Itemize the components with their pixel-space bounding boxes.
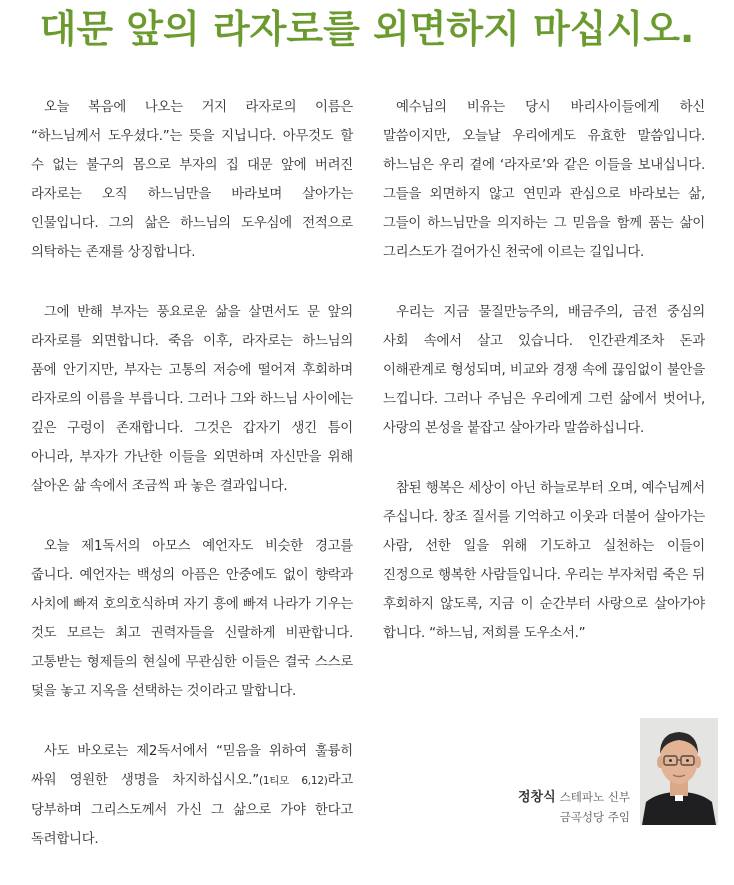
paragraph-left-2: 그에 반해 부자는 풍요로운 삶을 살면서도 문 앞의 라자로를 외면합니다. 죽음 이후, 라자로는 하느님의 품에 안기지만, 부자는 고통의 저승에 떨어져 후회하며 라자로의 이름을 부릅니다. 그러나 그와 하느님 사이에는 깊은 구렁이 존재합니다. 그것은 갑자기 생긴 틈이 아니라, 부자가 가난한 이들을 외면하며 자신만을 위해 살아온 삶 속에서 조금씩 파 놓은 결과입니다. — [31, 305, 353, 494]
author-credit — [500, 787, 630, 826]
paragraph-left-3: 오늘 제1독서의 아모스 예언자도 비슷한 경고를 줍니다. 예언자는 백성의 아픔은 안중에도 없이 향락과 사치에 빠져 호의호식하며 자기 흥에 빠져 나라가 기우는 것도 모르는 최고 권력자들을 신랄하게 비판합니다. 고통받는 형제들의 현실에 무관심한 이들은 결국 스스로 덫을 놓고 지옥을 선택하는 것이라고 말합니다. — [31, 539, 353, 699]
paragraph-left-4-text-a: 사도 바오로는 제2독서에서 “믿음을 위하여 훌륭히 싸워 영원한 생명을 차지하십시오.” — [31, 744, 353, 788]
left-column — [31, 93, 353, 885]
author-photo — [640, 718, 718, 825]
paragraph-left-1: 오늘 복음에 나오는 거지 라자로의 이름은 “하느님께서 도우셨다.”는 뜻을 지닙니다. 아무것도 할 수 없는 불구의 몸으로 부자의 집 대문 앞에 버려진 라자로는 오직 하느님만을 바라보며 살아가는 인물입니다. 그의 삶은 하느님의 도우심에 전적으로 의탁하는 존재를 상징합니다. — [31, 100, 353, 260]
author-title: 스테파노 신부 — [559, 790, 630, 804]
right-column — [383, 93, 705, 679]
page-title: 대문 앞의 라자로를 외면하지 마십시오. — [39, 7, 695, 51]
paragraph-right-1: 예수님의 비유는 당시 바리사이들에게 하신 말씀이지만, 오늘날 우리에게도 유효한 말씀입니다. 하느님은 우리 곁에 ‘라자로’와 같은 이들을 보내십니다. 그들을 외면하지 않고 연민과 관심으로 바라보는 삶, 그들이 하느님만을 의지하는 그 믿음을 함께 품는 삶이 그리스도가 걸어가신 천국에 이르는 길입니다. — [383, 100, 705, 260]
paragraph-left-4-text-b: 라고 당부하며 그리스도께서 가신 그 삶으로 가야 한다고 독려합니다. — [31, 773, 353, 847]
author-name: 정창식 — [518, 790, 556, 805]
author-parish: 금곡성당 주임 — [559, 810, 630, 824]
scripture-reference: (1티모 6,12) — [259, 775, 328, 787]
paragraph-right-3: 참된 행복은 세상이 아닌 하늘로부터 오며, 예수님께서 주십니다. 창조 질서를 기억하고 이웃과 더불어 살아가는 사람, 선한 일을 위해 기도하고 실천하는 이들이 진정으로 행복한 사람들입니다. 우리는 부자처럼 죽은 뒤 후회하지 않도록, 지금 이 순간부터 사랑으로 살아가야 합니다. “하느님, 저희를 도우소서.” — [383, 481, 705, 641]
paragraph-left-4 — [31, 737, 353, 854]
paragraph-right-2: 우리는 지금 물질만능주의, 배금주의, 금전 중심의 사회 속에서 살고 있습니다. 인간관계조차 돈과 이해관계로 형성되며, 비교와 경쟁 속에 끊임없이 불안을 느낍니다. 그러나 주님은 우리에게 그런 삶에서 벗어나, 사랑의 본성을 붙잡고 살아가라 말씀하십니다. — [383, 305, 705, 436]
